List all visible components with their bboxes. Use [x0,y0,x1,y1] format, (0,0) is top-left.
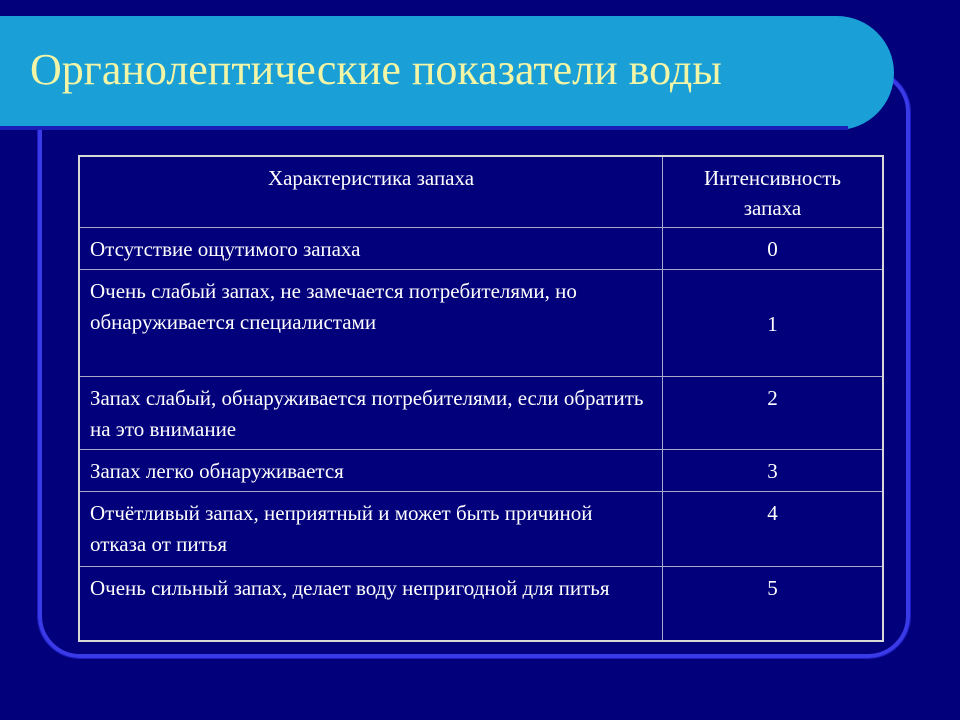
table-row [79,450,883,492]
table-row [79,377,883,450]
cell-characteristic: Запах слабый, обнаруживается потребителями, если обратить на это внимание [79,377,663,450]
cell-intensity: 3 [663,450,884,492]
cell-characteristic: Очень слабый запах, не замечается потребителями, но обнаруживается специалистами [79,270,663,377]
cell-intensity: 0 [663,228,884,270]
odor-intensity-table [78,155,884,642]
cell-characteristic: Запах легко обнаруживается [79,450,663,492]
table-header-row [79,156,883,228]
cell-intensity: 5 [663,567,884,641]
column-header-intensity: Интенсивность запаха [663,156,884,228]
cell-characteristic: Отсутствие ощутимого запаха [79,228,663,270]
table-row [79,270,883,377]
cell-characteristic: Отчётливый запах, неприятный и может быть причиной отказа от питья [79,492,663,567]
title-underline [0,126,848,130]
cell-intensity: 4 [663,492,884,567]
table-row [79,228,883,270]
cell-intensity: 2 [663,377,884,450]
column-header-characteristic: Характеристика запаха [79,156,663,228]
cell-intensity: 1 [663,270,884,377]
table-row [79,567,883,641]
cell-characteristic: Очень сильный запах, делает воду непригодной для питья [79,567,663,641]
table-row [79,492,883,567]
page-title: Органолептические показатели воды [30,45,722,94]
